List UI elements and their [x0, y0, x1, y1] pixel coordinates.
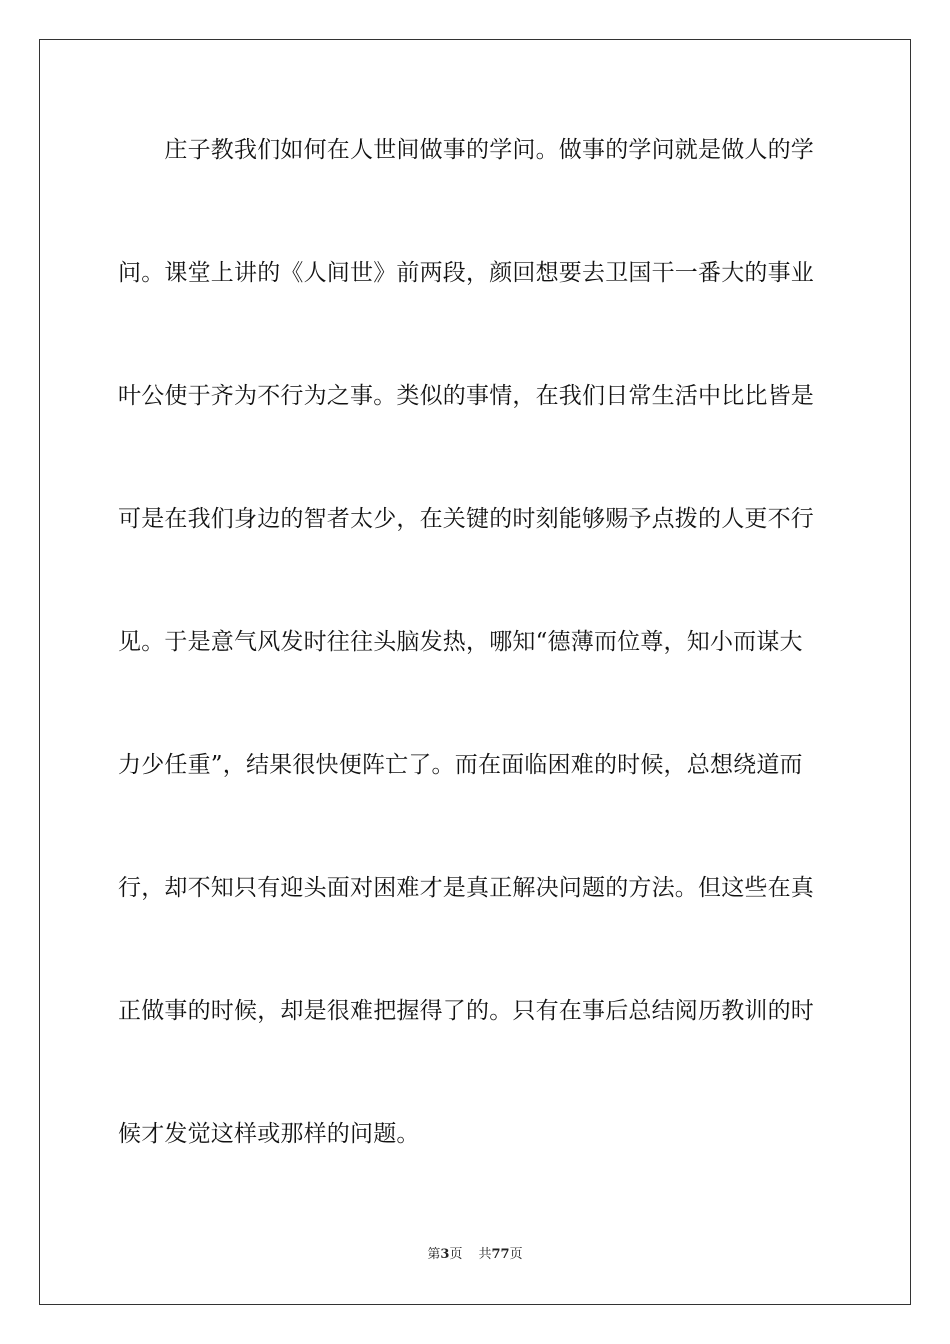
page-number-current: 3 — [440, 1247, 450, 1262]
paragraph-line-6: 力少任重”，结果很快便阵亡了。而在面临困难的时候，总想绕道而 — [118, 752, 803, 778]
paragraph-line-8: 正做事的时候，却是很难把握得了的。只有在事后总结阅历教训的时 — [118, 998, 814, 1024]
paragraph-line-3: 叶公使于齐为不行为之事。类似的事情，在我们日常生活中比比皆是 — [118, 383, 814, 409]
paragraph-line-9: 候才发觉这样或那样的问题。 — [118, 1121, 420, 1147]
total-pages-prefix: 共 — [478, 1247, 492, 1262]
paragraph-line-5: 见。于是意气风发时往往头脑发热，哪知“德薄而位尊，知小而谋大 — [118, 629, 803, 655]
page-number-prefix: 第 — [427, 1247, 441, 1262]
total-pages-suffix: 页 — [509, 1247, 523, 1262]
page-number-suffix: 页 — [449, 1247, 463, 1262]
paragraph-line-2: 问。课堂上讲的《人间世》前两段，颜回想要去卫国干一番大的事业 — [118, 260, 814, 286]
paragraph-line-4: 可是在我们身边的智者太少，在关键的时刻能够赐予点拨的人更不行 — [118, 506, 814, 532]
total-pages-count: 77 — [491, 1247, 510, 1262]
paragraph-line-7: 行，却不知只有迎头面对困难才是真正解决问题的方法。但这些在真 — [118, 875, 814, 901]
page-footer — [0, 1247, 950, 1263]
page-border — [39, 39, 911, 1305]
paragraph-line-1: 庄子教我们如何在人世间做事的学问。做事的学问就是做人的学 — [118, 137, 814, 163]
